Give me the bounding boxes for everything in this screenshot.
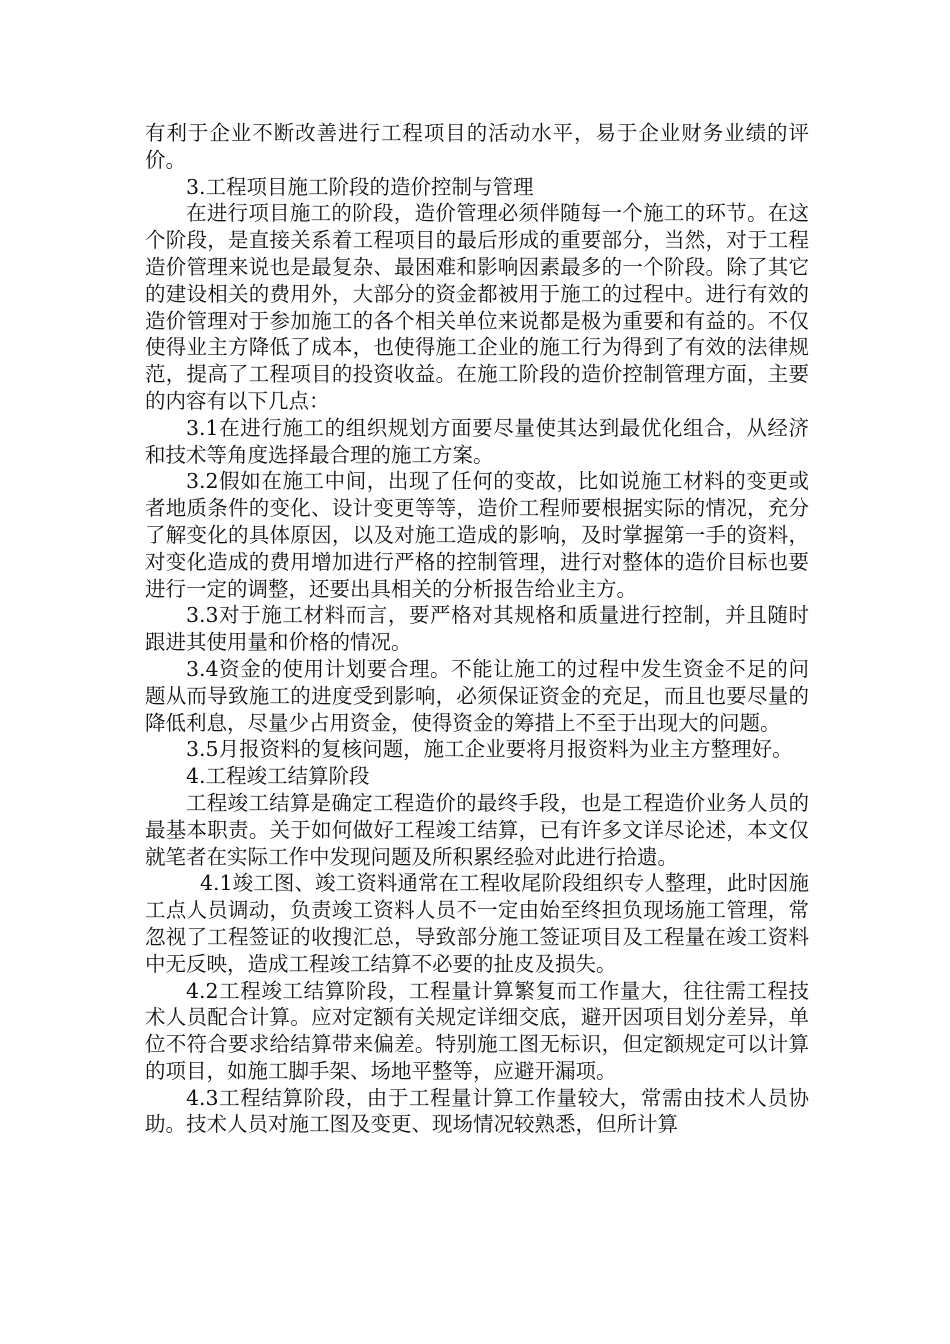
list-item-3-1: 3.1在进行施工的组织规划方面要尽量使其达到最优化组合，从经济和技术等角度选择最合理的施工方案。 <box>145 415 809 467</box>
list-item-3-2: 3.2假如在施工中间，出现了任何的变故，比如说施工材料的变更或者地质条件的变化、设计变更等等，造价工程师要根据实际的情况，充分了解变化的具体原因，以及对施工造成的影响，及时掌握第一手的资料，对变化造成的费用增加进行严格的控制管理，进行对整体的造价目标也要进行一定的调整，还要出具相关的分析报告给业主方。 <box>145 469 809 601</box>
list-item-3-5: 3.5月报资料的复核问题，施工企业要将月报资料为业主方整理好。 <box>186 737 793 762</box>
list-item-3-3: 3.3对于施工材料而言，要严格对其规格和质量进行控制，并且随时跟进其使用量和价格的情况。 <box>145 603 809 655</box>
paragraph: 工程竣工结算是确定工程造价的最终手段，也是工程造价业务人员的最基本职责。关于如何做好工程竣工结算，已有许多文详尽论述，本文仅就笔者在实际工作中发现问题及所积累经验对此进行拾遗。 <box>145 790 809 869</box>
paragraph-continuation: 有利于企业不断改善进行工程项目的活动水平，易于企业财务业绩的评价。 <box>145 121 809 172</box>
list-item-4-1: 4.1竣工图、竣工资料通常在工程收尾阶段组织专人整理，此时因施工点人员调动，负责竣工资料人员不一定由始至终担负现场施工管理，常忽视了工程签证的收搜汇总，导致部分施工签证项目及工程量在竣工资料中无反映，造成工程竣工结算不必要的扯皮及损失。 <box>145 871 809 976</box>
list-item-3-4: 3.4资金的使用计划要合理。不能让施工的过程中发生资金不足的问题从而导致施工的进度受到影响，必须保证资金的充足，而且也要尽量的降低利息，尽量少占用资金，使得资金的筹措上不至于出现大的问题。 <box>145 656 809 735</box>
document-body <box>145 120 809 1138</box>
section-heading-3: 3.工程项目施工阶段的造价控制与管理 <box>186 174 534 199</box>
section-heading-4: 4.工程竣工结算阶段 <box>186 764 370 789</box>
list-item-4-3: 4.3工程结算阶段，由于工程量计算工作量较大，常需由技术人员协助。技术人员对施工图及变更、现场情况较熟悉，但所计算 <box>145 1085 809 1137</box>
paragraph: 在进行项目施工的阶段，造价管理必须伴随每一个施工的环节。在这个阶段，是直接关系着工程项目的最后形成的重要部分，当然，对于工程造价管理来说也是最复杂、最困难和影响因素最多的一个阶段。除了其它的建设相关的费用外，大部分的资金都被用于施工的过程中。进行有效的造价管理对于参加施工的各个相关单位来说都是极为重要和有益的。不仅使得业主方降低了成本，也使得施工企业的施工行为得到了有效的法律规范，提高了工程项目的投资收益。在施工阶段的造价控制管理方面，主要的内容有以下几点： <box>145 201 809 413</box>
list-item-4-2: 4.2工程竣工结算阶段，工程量计算繁复而工作量大，往往需工程技术人员配合计算。应对定额有关规定详细交底，避开因项目划分差异，单位不符合要求给结算带来偏差。特别施工图无标识，但定额规定可以计算的项目，如施工脚手架、场地平整等，应避开漏项。 <box>145 978 809 1083</box>
